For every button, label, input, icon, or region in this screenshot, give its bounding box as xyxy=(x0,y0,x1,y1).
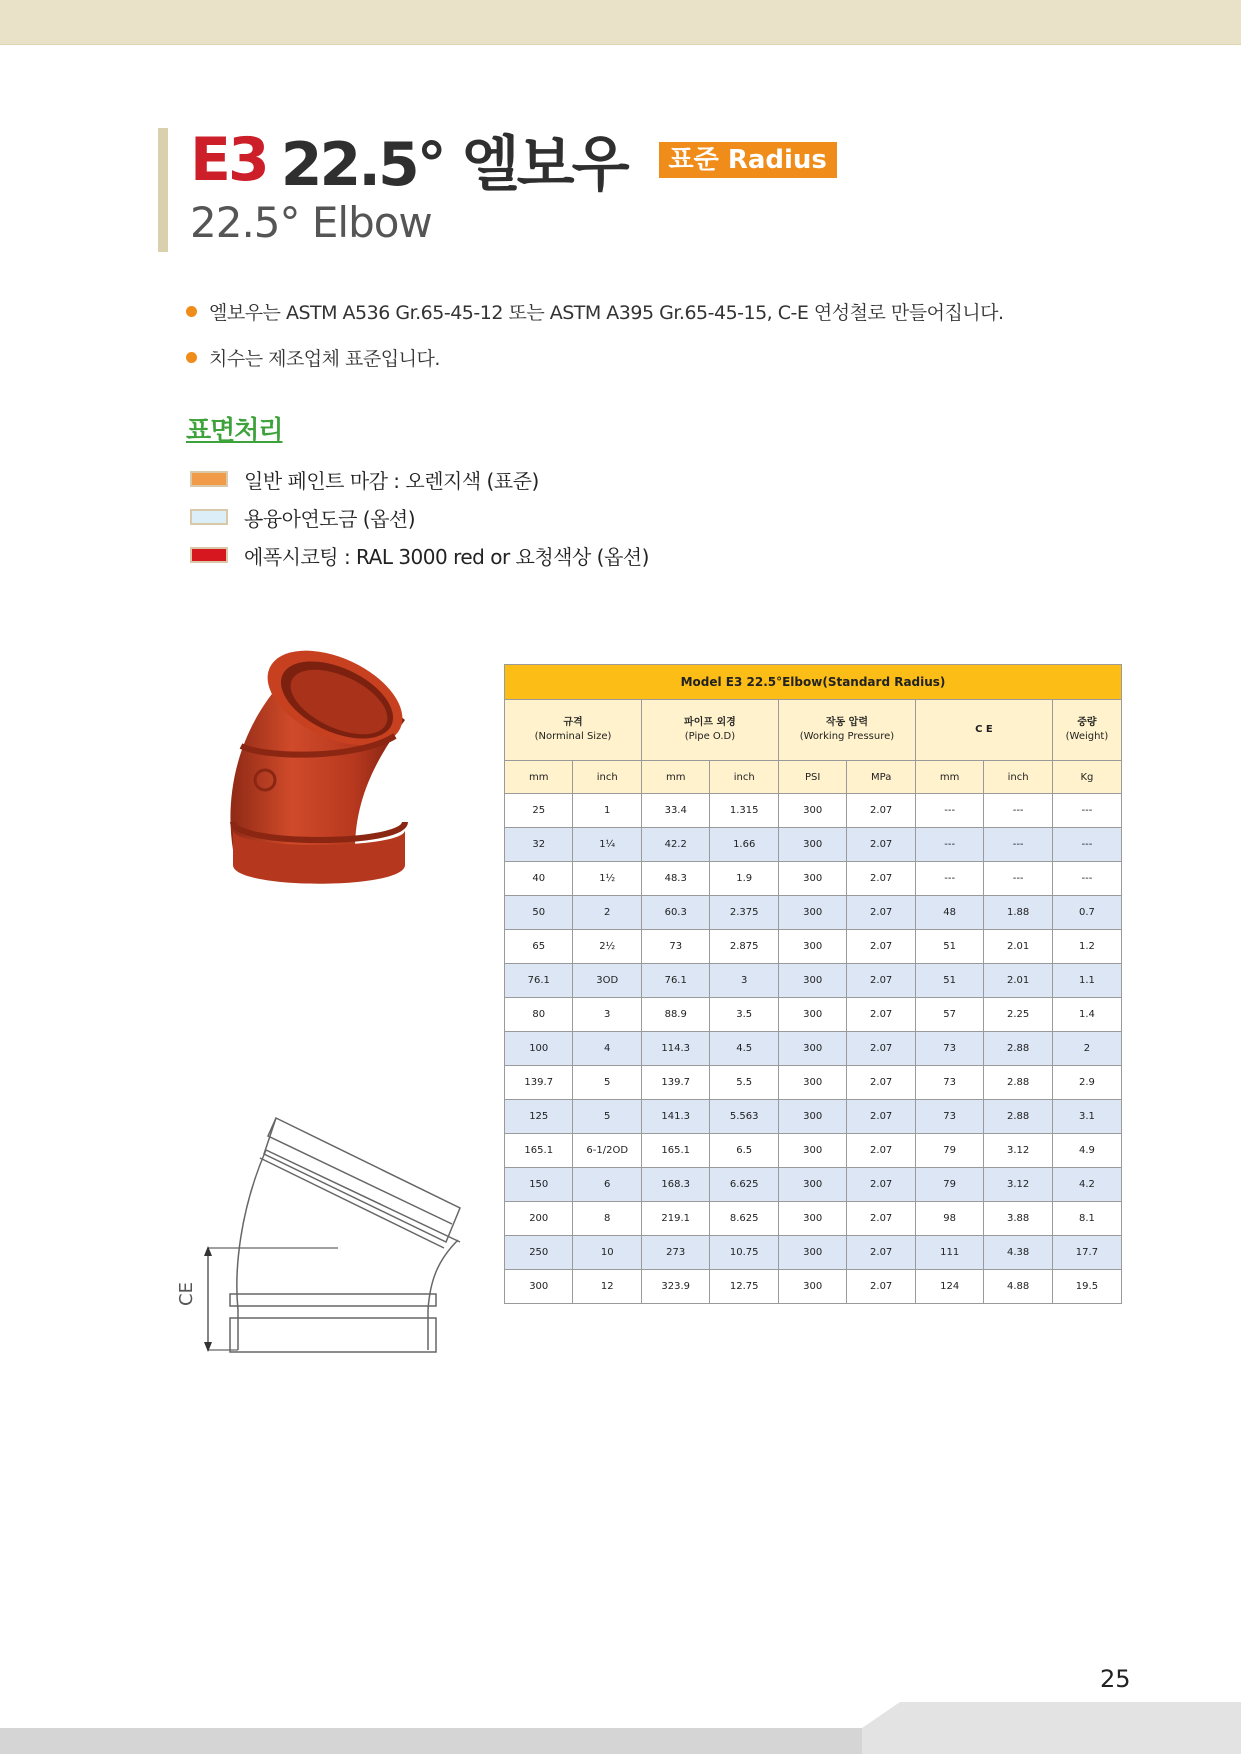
table-cell: 10.75 xyxy=(710,1236,778,1270)
table-cell: --- xyxy=(915,862,983,896)
table-cell: --- xyxy=(1052,828,1121,862)
table-cell: 5 xyxy=(573,1100,641,1134)
table-cell: 1.2 xyxy=(1052,930,1121,964)
table-cell: 2.07 xyxy=(847,1202,915,1236)
table-cell: 79 xyxy=(915,1134,983,1168)
table-cell: 2.875 xyxy=(710,930,778,964)
table-group-header xyxy=(505,700,1122,761)
bullet-text: 엘보우는 ASTM A536 Gr.65-45-12 또는 ASTM A395 Gr.65-45-15, C-E 연성철로 만들어집니다. xyxy=(209,301,1004,324)
table-cell: 42.2 xyxy=(641,828,709,862)
table-row xyxy=(505,930,1122,964)
header-working-pressure: 작동 압력 (Working Pressure) xyxy=(778,700,915,761)
table-cell: 80 xyxy=(505,998,573,1032)
table-cell: --- xyxy=(915,794,983,828)
table-cell: 2.07 xyxy=(847,1032,915,1066)
table-body xyxy=(505,794,1122,1304)
table-cell: --- xyxy=(984,828,1052,862)
table-cell: 6.5 xyxy=(710,1134,778,1168)
table-cell: --- xyxy=(1052,794,1121,828)
table-cell: 114.3 xyxy=(641,1032,709,1066)
legend-label: 에폭시코팅 : RAL 3000 red or 요청색상 (옵션) xyxy=(244,544,649,569)
table-cell: 25 xyxy=(505,794,573,828)
table-cell: 300 xyxy=(778,1032,846,1066)
model-code: E3 xyxy=(190,125,267,195)
table-unit-header xyxy=(505,761,1122,794)
header-nominal-size: 규격 (Norminal Size) xyxy=(505,700,642,761)
table-cell: 1½ xyxy=(573,862,641,896)
table-cell: 3 xyxy=(710,964,778,998)
table-cell: 139.7 xyxy=(505,1066,573,1100)
table-cell: 0.7 xyxy=(1052,896,1121,930)
table-row xyxy=(505,828,1122,862)
table-cell: 2 xyxy=(1052,1032,1121,1066)
table-cell: --- xyxy=(915,828,983,862)
table-cell: 4.9 xyxy=(1052,1134,1121,1168)
header-ce: C E xyxy=(915,700,1052,761)
table-row xyxy=(505,964,1122,998)
table-cell: 5 xyxy=(573,1066,641,1100)
table-cell: 2.07 xyxy=(847,998,915,1032)
table-cell: 51 xyxy=(915,930,983,964)
table-cell: 2.07 xyxy=(847,1236,915,1270)
table-cell: 10 xyxy=(573,1236,641,1270)
table-cell: 6 xyxy=(573,1168,641,1202)
table-cell: 300 xyxy=(778,1134,846,1168)
table-cell: 300 xyxy=(778,1066,846,1100)
table-row xyxy=(505,896,1122,930)
table-cell: 300 xyxy=(778,862,846,896)
bullet-item xyxy=(186,334,1004,380)
unit-cell: PSI xyxy=(778,761,846,794)
table-row xyxy=(505,998,1122,1032)
table-cell: 124 xyxy=(915,1270,983,1304)
table-cell: 5.563 xyxy=(710,1100,778,1134)
color-swatch xyxy=(190,547,228,563)
table-cell: 1¼ xyxy=(573,828,641,862)
table-cell: 3 xyxy=(573,998,641,1032)
table-cell: 48.3 xyxy=(641,862,709,896)
page-title xyxy=(190,120,837,200)
legend-item xyxy=(190,498,649,536)
table-cell: 12.75 xyxy=(710,1270,778,1304)
bullet-dot-icon xyxy=(186,352,197,363)
table-cell: 111 xyxy=(915,1236,983,1270)
bullet-dot-icon xyxy=(186,306,197,317)
table-cell: 4.88 xyxy=(984,1270,1052,1304)
radius-badge: 표준 Radius xyxy=(659,142,837,178)
table-row xyxy=(505,794,1122,828)
table-cell: 8.625 xyxy=(710,1202,778,1236)
table-cell: 3.12 xyxy=(984,1168,1052,1202)
title-korean: 22.5° 엘보우 xyxy=(280,130,627,200)
table-cell: --- xyxy=(984,794,1052,828)
unit-cell: mm xyxy=(505,761,573,794)
header-pipe-od: 파이프 외경 (Pipe O.D) xyxy=(641,700,778,761)
table-cell: 2.07 xyxy=(847,794,915,828)
table-cell: 2.88 xyxy=(984,1100,1052,1134)
table-cell: 1 xyxy=(573,794,641,828)
table-cell: 300 xyxy=(778,896,846,930)
table-cell: 73 xyxy=(915,1100,983,1134)
elbow-dimension-drawing xyxy=(168,1110,488,1360)
table-cell: 2.01 xyxy=(984,964,1052,998)
table-cell: 12 xyxy=(573,1270,641,1304)
table-cell: 3OD xyxy=(573,964,641,998)
table-cell: 200 xyxy=(505,1202,573,1236)
unit-cell: inch xyxy=(710,761,778,794)
table-cell: 300 xyxy=(778,1100,846,1134)
table-cell: 100 xyxy=(505,1032,573,1066)
unit-cell: inch xyxy=(984,761,1052,794)
table-cell: 2.375 xyxy=(710,896,778,930)
table-cell: 2.07 xyxy=(847,1066,915,1100)
title-english: 22.5° Elbow xyxy=(190,198,432,247)
table-cell: 2.88 xyxy=(984,1066,1052,1100)
table-cell: 165.1 xyxy=(505,1134,573,1168)
legend-item xyxy=(190,536,649,574)
table-row xyxy=(505,1100,1122,1134)
table-row xyxy=(505,1032,1122,1066)
table-cell: 165.1 xyxy=(641,1134,709,1168)
table-cell: 150 xyxy=(505,1168,573,1202)
bullet-text: 치수는 제조업체 표준입니다. xyxy=(209,347,440,370)
table-row xyxy=(505,1066,1122,1100)
table-cell: 32 xyxy=(505,828,573,862)
table-row xyxy=(505,1168,1122,1202)
table-cell: 168.3 xyxy=(641,1168,709,1202)
table-title: Model E3 22.5°Elbow(Standard Radius) xyxy=(505,665,1122,700)
table-cell: 141.3 xyxy=(641,1100,709,1134)
table-cell: 60.3 xyxy=(641,896,709,930)
table-cell: 300 xyxy=(778,998,846,1032)
table-cell: 300 xyxy=(778,930,846,964)
table-cell: 300 xyxy=(778,1236,846,1270)
table-cell: 4.5 xyxy=(710,1032,778,1066)
top-band xyxy=(0,0,1241,45)
table-cell: 300 xyxy=(778,794,846,828)
table-cell: 219.1 xyxy=(641,1202,709,1236)
unit-cell: MPa xyxy=(847,761,915,794)
table-cell: 2.07 xyxy=(847,964,915,998)
table-cell: 3.88 xyxy=(984,1202,1052,1236)
table-cell: 300 xyxy=(778,828,846,862)
table-cell: 300 xyxy=(778,1202,846,1236)
surface-treatment-title: 표면처리 xyxy=(186,416,283,446)
table-cell: 2.07 xyxy=(847,1270,915,1304)
table-cell: 2.07 xyxy=(847,1168,915,1202)
table-cell: 125 xyxy=(505,1100,573,1134)
table-cell: 76.1 xyxy=(641,964,709,998)
table-cell: 33.4 xyxy=(641,794,709,828)
table-cell: 8.1 xyxy=(1052,1202,1121,1236)
table-cell: 139.7 xyxy=(641,1066,709,1100)
table-cell: 1.4 xyxy=(1052,998,1121,1032)
description-list xyxy=(186,288,1004,380)
table-cell: 1.315 xyxy=(710,794,778,828)
legend-label: 일반 페인트 마감 : 오렌지색 (표준) xyxy=(244,468,539,493)
table-row xyxy=(505,1270,1122,1304)
table-cell: 2.07 xyxy=(847,1134,915,1168)
table-cell: 2.25 xyxy=(984,998,1052,1032)
table-row xyxy=(505,1134,1122,1168)
table-cell: 57 xyxy=(915,998,983,1032)
table-cell: 1.1 xyxy=(1052,964,1121,998)
table-cell: 4 xyxy=(573,1032,641,1066)
table-cell: 323.9 xyxy=(641,1270,709,1304)
table-cell: 79 xyxy=(915,1168,983,1202)
page-number: 25 xyxy=(1100,1665,1131,1693)
color-swatch xyxy=(190,509,228,525)
table-cell: 73 xyxy=(915,1066,983,1100)
table-cell: 2.9 xyxy=(1052,1066,1121,1100)
table-row xyxy=(505,1202,1122,1236)
table-cell: 2.07 xyxy=(847,930,915,964)
table-cell: 5.5 xyxy=(710,1066,778,1100)
table-cell: 2.88 xyxy=(984,1032,1052,1066)
elbow-photo-icon xyxy=(205,650,455,900)
color-swatch xyxy=(190,471,228,487)
table-cell: 1.88 xyxy=(984,896,1052,930)
table-cell: 48 xyxy=(915,896,983,930)
table-cell: 300 xyxy=(778,964,846,998)
title-accent-bar xyxy=(158,128,168,252)
table-cell: 3.5 xyxy=(710,998,778,1032)
table-cell: 50 xyxy=(505,896,573,930)
table-cell: 250 xyxy=(505,1236,573,1270)
table-cell: 3.12 xyxy=(984,1134,1052,1168)
table-cell: 98 xyxy=(915,1202,983,1236)
table-cell: 4.38 xyxy=(984,1236,1052,1270)
unit-cell: Kg xyxy=(1052,761,1121,794)
table-cell: 300 xyxy=(505,1270,573,1304)
header-weight: 중량 (Weight) xyxy=(1052,700,1121,761)
table-cell: 2½ xyxy=(573,930,641,964)
unit-cell: mm xyxy=(641,761,709,794)
table-cell: 2.07 xyxy=(847,862,915,896)
surface-legend xyxy=(190,460,649,574)
table-cell: 2.07 xyxy=(847,828,915,862)
table-cell: 2.01 xyxy=(984,930,1052,964)
legend-item xyxy=(190,460,649,498)
table-cell: 73 xyxy=(915,1032,983,1066)
table-cell: 76.1 xyxy=(505,964,573,998)
table-cell: 2 xyxy=(573,896,641,930)
bullet-item xyxy=(186,288,1004,334)
table-cell: 4.2 xyxy=(1052,1168,1121,1202)
table-cell: 300 xyxy=(778,1270,846,1304)
table-cell: 17.7 xyxy=(1052,1236,1121,1270)
table-cell: 2.07 xyxy=(847,1100,915,1134)
footer-band xyxy=(0,1702,1241,1754)
table-cell: 73 xyxy=(641,930,709,964)
table-cell: 6.625 xyxy=(710,1168,778,1202)
table-row xyxy=(505,1236,1122,1270)
unit-cell: inch xyxy=(573,761,641,794)
legend-label: 용융아연도금 (옵션) xyxy=(244,506,416,531)
table-cell: 40 xyxy=(505,862,573,896)
table-cell: 6-1/2OD xyxy=(573,1134,641,1168)
table-cell: 1.9 xyxy=(710,862,778,896)
table-cell: 1.66 xyxy=(710,828,778,862)
ce-label: CE xyxy=(176,1282,197,1306)
table-cell: 300 xyxy=(778,1168,846,1202)
table-row xyxy=(505,862,1122,896)
spec-table xyxy=(504,664,1122,1304)
table-cell: 8 xyxy=(573,1202,641,1236)
table-cell: 88.9 xyxy=(641,998,709,1032)
table-cell: --- xyxy=(984,862,1052,896)
table-cell: 65 xyxy=(505,930,573,964)
unit-cell: mm xyxy=(915,761,983,794)
table-cell: 3.1 xyxy=(1052,1100,1121,1134)
table-cell: 273 xyxy=(641,1236,709,1270)
table-cell: 2.07 xyxy=(847,896,915,930)
table-cell: 19.5 xyxy=(1052,1270,1121,1304)
table-cell: 51 xyxy=(915,964,983,998)
table-cell: --- xyxy=(1052,862,1121,896)
